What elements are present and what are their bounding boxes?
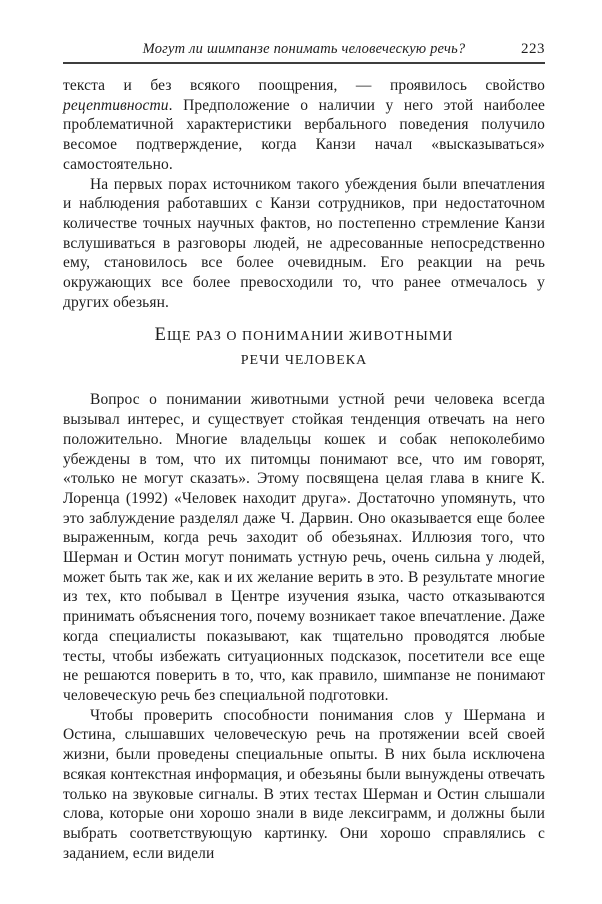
running-head bbox=[63, 41, 545, 57]
section-heading-line-2: РЕЧИ ЧЕЛОВЕКА bbox=[240, 353, 368, 369]
paragraph bbox=[63, 706, 545, 864]
text-run: Чтобы проверить способности понимания слов у Шермана и Остина, слышавших человеческую речь на протяжении всей своей жизни, были проведены специальные опыты. В них была исключена всякая контекстная информация, и обезьяны были вынуждены отвечать только на звуковые сигналы. В этих тестах Шерман и Остин слышали слова, которые они хорошо знали в виде лексиграмм, и должны были выбрать соответствующую картинку. Они хорошо справлялись с заданием, если видели bbox=[63, 706, 545, 862]
page-number: 223 bbox=[521, 41, 545, 57]
text-block-top bbox=[63, 76, 545, 312]
text-run: . Предположение о наличии у него этой наиболее проблематичной характеристики вербального поведения получило весомое подтверждение, когда Канзи начал «высказываться» самостоятельно. bbox=[63, 96, 545, 173]
paragraph bbox=[63, 390, 545, 705]
text-run: Вопрос о понимании животными устной речи человека всегда вызывал интерес, и существует стойкая тенденция отвечать на него положительно. Многие владельцы кошек и собак непоколебимо убеждены в том, что их питомцы понимают все, что им говорят, «только не могут сказать». Этому посвящена целая глава в книге К. Лоренца (1992) «Человек находит друга». Достаточно упомянуть, что это заблуждение разделял даже Ч. Дарвин. Оно оказывается еще более выраженным, когда речь заходит об обезьянах. Иллюзия того, что Шерман и Остин могут понимать устную речь, очень сильна у людей, может быть так же, как и их желание верить в это. В результате многие из тех, кто побывал в Центре изучения языка, часто отказываются принимать объяснения того, почему возникает такое впечатление. Даже когда специалисты показывают, как тщательно проводятся любые тесты, чтобы избежать ситуационных подсказок, посетители все еще не решаются поверить в то, что, как правило, шимпанзе не понимают человеческую речь без специальной подготовки. bbox=[63, 391, 545, 704]
text-run: На первых порах источником такого убеждения были впечатления и наблюдения работавших с Канзи сотрудников, при недостаточном количестве точных научных фактов, но постепенно стремление Канзи вслушиваться в разговоры людей, не адресованные непосредственно ему, становилось все более очевидным. Его реакции на речь окружающих все более превосходили то, что ранее отмечалось у других обезьян. bbox=[63, 175, 545, 311]
page-body bbox=[63, 76, 545, 863]
running-title: Могут ли шимпанзе понимать человеческую речь? bbox=[142, 41, 466, 57]
text-block-bottom bbox=[63, 390, 545, 863]
header-rule bbox=[63, 62, 545, 64]
paragraph bbox=[63, 175, 545, 313]
text-run: текста и без всякого поощрения, — проявилось свойство bbox=[63, 77, 545, 94]
text-column bbox=[63, 0, 545, 863]
paragraph bbox=[63, 76, 545, 175]
section-heading-line-1: ЕЩЕ РАЗ О ПОНИМАНИИ ЖИВОТНЫМИ bbox=[154, 325, 454, 346]
italic-text-run: рецептивности bbox=[63, 96, 169, 114]
section-heading bbox=[63, 323, 545, 373]
